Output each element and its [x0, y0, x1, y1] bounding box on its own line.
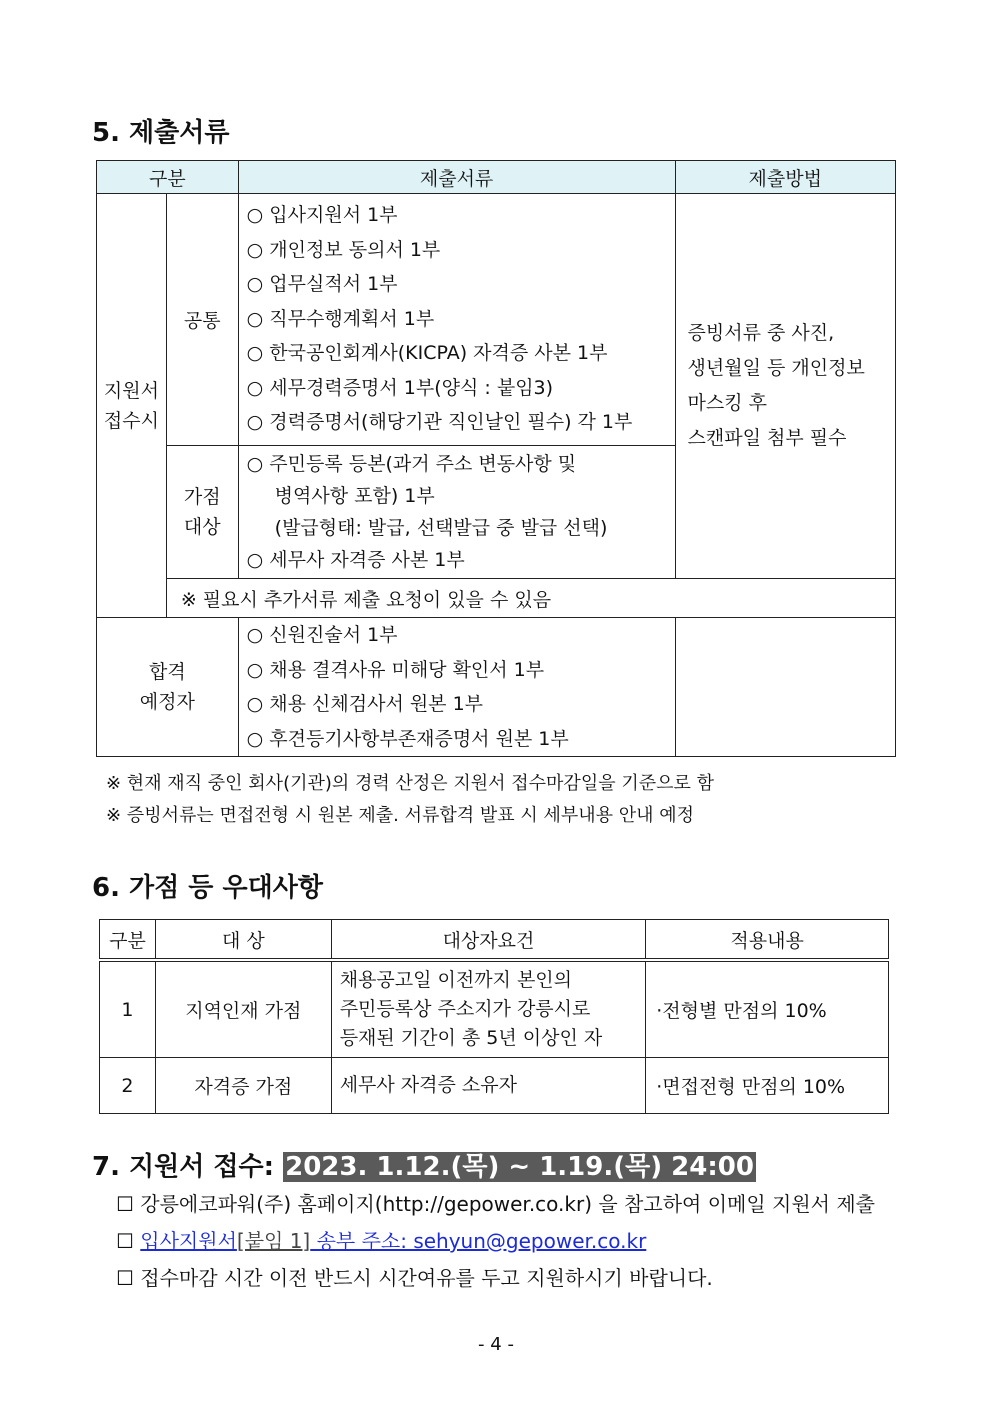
submission-documents-table — [96, 160, 896, 757]
list-item: ○ 주민등록 등본(과거 주소 변동사항 및 — [246, 453, 577, 475]
row-target: 자격증 가점 — [155, 1058, 331, 1114]
subcategory-bonus: 가점 대상 — [166, 446, 238, 579]
bullet-email — [116, 1223, 646, 1260]
application-period: 2023. 1.12.(목) ~ 1.19.(목) 24:00 — [285, 1152, 754, 1182]
pass-method-empty — [675, 618, 895, 757]
row-no: 1 — [100, 960, 156, 1058]
common-documents-list — [238, 194, 675, 446]
list-item: ○ 업무실적서 1부 — [246, 273, 398, 295]
email-link[interactable]: 송부 주소: sehyun@gepower.co.kr — [310, 1229, 647, 1253]
bullet-deadline: ☐ 접수마감 시간 이전 반드시 시간여유를 두고 지원하시기 바랍니다. — [116, 1266, 713, 1290]
row-no: 2 — [100, 1058, 156, 1114]
attachment-ref: [붙임 1] — [236, 1229, 311, 1253]
list-item: ○ 신원진술서 1부 — [246, 624, 398, 646]
header-documents: 제출서류 — [238, 161, 675, 194]
list-item: ○ 입사지원서 1부 — [246, 204, 398, 226]
row-application: ·전형별 만점의 10% — [646, 960, 889, 1058]
note-item: ※ 증빙서류는 면접전형 시 원본 제출. 서류합격 발표 시 세부내용 안내 예정 — [106, 805, 694, 826]
table-row — [100, 960, 889, 1058]
section6-title: 6. 가점 등 우대사항 — [92, 873, 323, 903]
extra-documents-note: ※ 필요시 추가서류 제출 요청이 있을 수 있음 — [166, 579, 895, 618]
note-item: ※ 현재 재직 중인 회사(기관)의 경력 산정은 지원서 접수마감일을 기준으로 함 — [106, 773, 714, 794]
section5-notes — [106, 768, 714, 832]
table-header-row — [97, 161, 896, 194]
table-header-row — [100, 920, 889, 961]
checkbox-glyph: ☐ — [116, 1229, 134, 1253]
header-category: 구분 — [97, 161, 239, 194]
section7-label: 7. 지원서 접수: — [92, 1152, 275, 1182]
row-requirement: 채용공고일 이전까지 본인의 주민등록상 주소지가 강릉시로 등재된 기간이 총 5년 이상인 자 — [331, 960, 646, 1058]
section5-title: 5. 제출서류 — [92, 118, 230, 148]
row-target: 지역인재 가점 — [155, 960, 331, 1058]
list-item: ○ 세무경력증명서 1부(양식 : 붙임3) — [246, 376, 554, 399]
header-no: 구분 — [100, 920, 156, 961]
list-item: ○ 채용 신체검사서 원본 1부 — [246, 693, 484, 715]
header-method: 제출방법 — [675, 161, 895, 194]
application-form-link[interactable]: 입사지원서 — [140, 1229, 237, 1253]
pass-documents-list — [238, 618, 675, 757]
list-item: ○ 한국공인회계사(KICPA) 자격증 사본 1부 — [246, 342, 608, 364]
page-number: - 4 - — [478, 1334, 514, 1355]
list-item: ○ 후견등기사항부존재증명서 원본 1부 — [246, 727, 569, 750]
row-requirement: 세무사 자격증 소유자 — [331, 1058, 646, 1114]
list-item: (발급형태: 발급, 선택발급 중 발급 선택) — [274, 517, 608, 539]
header-application: 적용내용 — [646, 920, 889, 961]
list-item: ○ 직무수행계획서 1부 — [246, 307, 435, 330]
bullet-homepage: ☐ 강릉에코파워(주) 홈페이지(http://gepower.co.kr) 을 참고하여 이메일 지원서 제출 — [116, 1192, 875, 1216]
category-pass-candidate: 합격 예정자 — [97, 618, 239, 757]
subcategory-common: 공통 — [166, 194, 238, 446]
submission-method: 증빙서류 중 사진, 생년월일 등 개인정보 마스킹 후 스캔파일 첨부 필수 — [675, 194, 895, 579]
header-requirement: 대상자요건 — [331, 920, 646, 961]
list-item: ○ 채용 결격사유 미해당 확인서 1부 — [246, 658, 545, 681]
list-item: ○ 개인정보 동의서 1부 — [246, 238, 441, 261]
category-application: 지원서 접수시 — [97, 194, 167, 618]
section7-title — [92, 1146, 756, 1183]
row-application: ·면접전형 만점의 10% — [646, 1058, 889, 1114]
list-item: 병역사항 포함) 1부 — [274, 485, 435, 507]
preference-table — [99, 919, 889, 1114]
table-row — [100, 1058, 889, 1114]
bonus-documents-list — [238, 446, 675, 579]
list-item: ○ 경력증명서(해당기관 직인날인 필수) 각 1부 — [246, 411, 633, 433]
list-item: ○ 세무사 자격증 사본 1부 — [246, 549, 465, 571]
header-target: 대 상 — [155, 920, 331, 961]
